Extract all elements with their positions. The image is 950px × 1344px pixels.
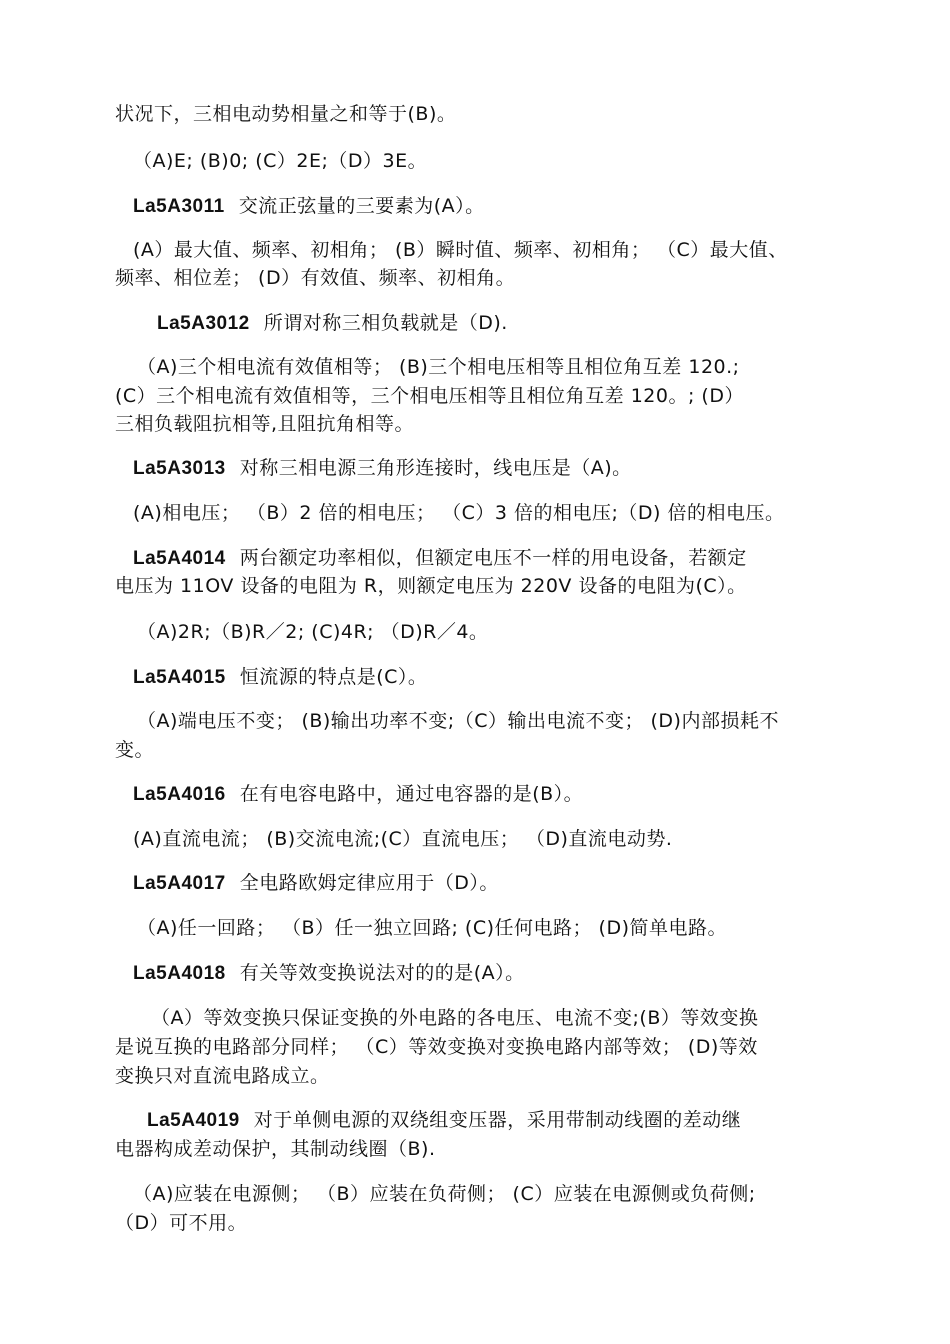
answer-options (133, 147, 840, 175)
line-text: 是说互换的电路部分同样； （C）等效变换对变换电路内部等效； (D)等效 (115, 1036, 758, 1058)
line-text: 电压为 11OV 设备的电阻为 R，则额定电压为 220V 设备的电阻为(C）。 (115, 575, 747, 597)
answer-options (137, 914, 840, 942)
line-text: （A)端电压不变； (B)输出功率不变;（C）输出电流不变； (D)内部损耗不 (137, 710, 779, 732)
answer-options (133, 499, 840, 527)
question-line (133, 663, 840, 692)
question-id: La5A3012 (157, 313, 250, 334)
answer-options (133, 236, 840, 264)
question-line (133, 454, 840, 483)
answer-options (115, 1062, 840, 1090)
question-text: 全电路欧姆定律应用于（D）。 (239, 872, 499, 894)
question-id: La5A4016 (133, 784, 226, 805)
line-text: (A）最大值、频率、初相角； (B）瞬时值、频率、初相角； （C）最大值、 (133, 239, 788, 261)
line-text: （A)三个相电流有效值相等； (B)三个相电压相等且相位角互差 120.; (137, 356, 740, 378)
question-text: 两台额定功率相似，但额定电压不一样的用电设备，若额定 (239, 547, 747, 569)
question-id: La5A3013 (133, 458, 226, 479)
question-text: 有关等效变换说法对的的是(A）。 (239, 962, 525, 984)
answer-options (137, 618, 840, 646)
answer-options (151, 1004, 840, 1032)
answer-options (115, 410, 840, 438)
question-id: La5A4019 (147, 1110, 240, 1131)
line-text: （A)应装在电源侧； （B）应装在负荷侧； (C）应装在电源侧或负荷侧; (133, 1183, 756, 1205)
line-text: (C）三个相电流有效值相等，三个相电压相等且相位角互差 120。; (D） (115, 385, 744, 407)
line-text: 变。 (115, 739, 155, 761)
line-text: 三相负载阻抗相等,且阻抗角相等。 (115, 413, 415, 435)
line-text: （A)2R;（B)R／2; (C)4R; （D)R／4。 (137, 621, 489, 643)
question-line (133, 959, 840, 988)
question-line (133, 869, 840, 898)
line-text: (A)直流电流； (B)交流电流;(C）直流电压； （D)直流电动势. (133, 828, 673, 850)
question-id: La5A4014 (133, 548, 226, 569)
question-id: La5A4015 (133, 667, 226, 688)
question-line (147, 1106, 840, 1135)
question-id: La5A4018 (133, 963, 226, 984)
question-text: 恒流源的特点是(C）。 (239, 666, 428, 688)
line-text: （A）等效变换只保证变换的外电路的各电压、电流不变;(B）等效变换 (151, 1007, 759, 1029)
answer-options (137, 353, 840, 381)
question-text: 对称三相电源三角形连接时，线电压是（A)。 (239, 457, 632, 479)
answer-options (137, 707, 840, 735)
line-text: 变换只对直流电路成立。 (115, 1065, 330, 1087)
text-line (115, 100, 840, 128)
text-line (115, 572, 840, 600)
answer-options (115, 1033, 840, 1061)
line-text: （D）可不用。 (115, 1212, 248, 1234)
question-text: 对于单侧电源的双绕组变压器，采用带制动线圈的差动继 (253, 1109, 742, 1131)
answer-options (115, 264, 840, 292)
line-text: 频率、相位差； (D）有效值、频率、初相角。 (115, 267, 516, 289)
line-text: 电器构成差动保护，其制动线圈（B). (115, 1138, 436, 1160)
question-line (133, 192, 840, 221)
text-line (115, 1135, 840, 1163)
answer-options (133, 1180, 840, 1208)
line-text: 状况下，三相电动势相量之和等于(B)。 (115, 103, 457, 125)
question-line (133, 544, 840, 573)
question-id: La5A4017 (133, 873, 226, 894)
question-text: 所谓对称三相负载就是（D). (263, 312, 508, 334)
question-text: 交流正弦量的三要素为(A）。 (238, 195, 485, 217)
line-text: （A)E; (B)0; (C）2E;（D）3E。 (133, 150, 428, 172)
answer-options (115, 736, 840, 764)
answer-options (115, 382, 840, 410)
line-text: (A)相电压； （B）2 倍的相电压； （C）3 倍的相电压;（D) 倍的相电压。 (133, 502, 785, 524)
answer-options (133, 825, 840, 853)
question-id: La5A3011 (133, 196, 225, 217)
question-line (133, 780, 840, 809)
answer-options (115, 1209, 840, 1237)
line-text: （A)任一回路； （B）任一独立回路; (C)任何电路； (D)简单电路。 (137, 917, 728, 939)
question-line (157, 309, 840, 338)
question-text: 在有电容电路中，通过电容器的是(B）。 (239, 783, 584, 805)
